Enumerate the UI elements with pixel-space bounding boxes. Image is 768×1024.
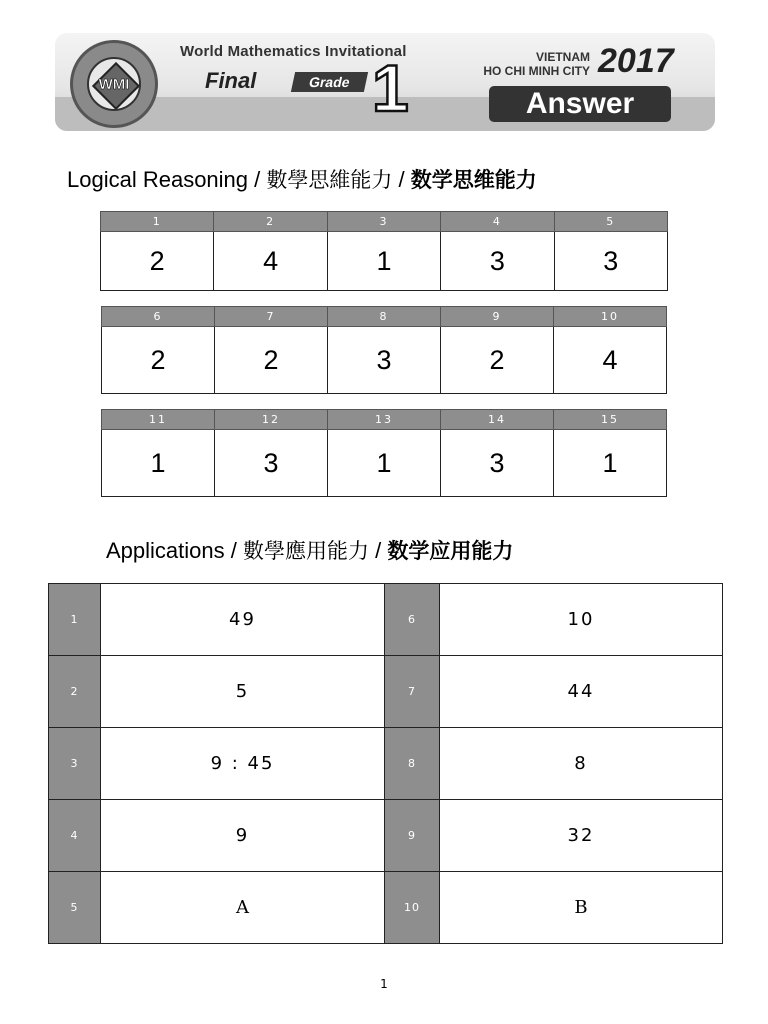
grade-number: 1 bbox=[372, 51, 409, 125]
app-title-trad: 數學應用能力 bbox=[243, 539, 369, 563]
question-number: 14 bbox=[441, 410, 554, 430]
answer-cell: 32 bbox=[440, 800, 723, 872]
answer-cell: 5 bbox=[101, 656, 385, 728]
question-number: 2 bbox=[214, 212, 327, 232]
applications-title: Applications / 數學應用能力 / 数学应用能力 bbox=[106, 538, 514, 563]
answer-cell: 1 bbox=[102, 430, 215, 497]
table-row bbox=[49, 800, 723, 872]
question-number: 13 bbox=[328, 410, 441, 430]
question-number: 9 bbox=[441, 307, 554, 327]
question-number: 4 bbox=[441, 212, 554, 232]
question-number: 5 bbox=[554, 212, 667, 232]
page-number: 1 bbox=[380, 977, 388, 991]
city: HO CHI MINH CITY bbox=[483, 64, 590, 78]
answer-cell: B bbox=[440, 872, 723, 944]
answer-cell: 1 bbox=[554, 430, 667, 497]
answer-cell: 10 bbox=[440, 584, 723, 656]
lr-title-trad: 數學思維能力 bbox=[266, 168, 393, 192]
question-number: 2 bbox=[49, 656, 101, 728]
table-row bbox=[49, 656, 723, 728]
question-number: 7 bbox=[215, 307, 328, 327]
question-number: 3 bbox=[49, 728, 101, 800]
lr-answer-table-3 bbox=[101, 409, 667, 497]
logical-reasoning-title: Logical Reasoning / 數學思維能力 / 数学思维能力 bbox=[67, 167, 537, 192]
table-row bbox=[49, 872, 723, 944]
answer-cell: 8 bbox=[440, 728, 723, 800]
table-row bbox=[49, 584, 723, 656]
question-number: 10 bbox=[385, 872, 440, 944]
answer-cell: 3 bbox=[328, 327, 441, 394]
answer-cell: 3 bbox=[554, 232, 667, 291]
wmi-logo bbox=[70, 40, 158, 128]
question-number: 8 bbox=[385, 728, 440, 800]
location bbox=[470, 50, 590, 78]
answer-cell: 9 bbox=[101, 800, 385, 872]
question-number: 6 bbox=[102, 307, 215, 327]
grade-label: Grade bbox=[291, 72, 368, 92]
question-number: 7 bbox=[385, 656, 440, 728]
logo-inner-circle bbox=[87, 57, 141, 111]
answer-cell: 49 bbox=[101, 584, 385, 656]
answer-cell: 2 bbox=[215, 327, 328, 394]
question-number: 10 bbox=[554, 307, 667, 327]
answer-cell: 1 bbox=[327, 232, 440, 291]
organization-title: World Mathematics Invitational bbox=[180, 43, 407, 60]
lr-answer-table-2 bbox=[101, 306, 667, 394]
question-number: 4 bbox=[49, 800, 101, 872]
lr-title-simp: 数学思维能力 bbox=[410, 168, 537, 192]
question-number: 8 bbox=[328, 307, 441, 327]
lr-title-en: Logical Reasoning bbox=[67, 167, 249, 192]
answer-cell: 4 bbox=[554, 327, 667, 394]
app-title-en: Applications bbox=[106, 538, 225, 563]
question-number: 5 bbox=[49, 872, 101, 944]
answer-cell: 44 bbox=[440, 656, 723, 728]
question-number: 9 bbox=[385, 800, 440, 872]
answer-cell: 4 bbox=[214, 232, 327, 291]
answer-cell: A bbox=[101, 872, 385, 944]
country: VIETNAM bbox=[536, 50, 590, 64]
answer-cell: 2 bbox=[441, 327, 554, 394]
question-number: 11 bbox=[102, 410, 215, 430]
answer-cell: 2 bbox=[101, 232, 214, 291]
answer-cell: 3 bbox=[441, 232, 554, 291]
question-number: 1 bbox=[49, 584, 101, 656]
round-label: Final bbox=[205, 68, 257, 93]
question-number: 15 bbox=[554, 410, 667, 430]
question-number: 3 bbox=[327, 212, 440, 232]
answer-cell: 3 bbox=[215, 430, 328, 497]
question-number: 1 bbox=[101, 212, 214, 232]
app-title-simp: 数学应用能力 bbox=[387, 539, 514, 563]
table-row bbox=[49, 728, 723, 800]
answer-cell: 9 : 45 bbox=[101, 728, 385, 800]
answer-cell: 1 bbox=[328, 430, 441, 497]
answer-cell: 2 bbox=[102, 327, 215, 394]
year: 2017 bbox=[598, 42, 674, 80]
answer-banner: Answer bbox=[489, 86, 671, 122]
logo-text: WMI bbox=[98, 76, 130, 93]
applications-answer-table bbox=[48, 583, 723, 944]
question-number: 6 bbox=[385, 584, 440, 656]
answer-cell: 3 bbox=[441, 430, 554, 497]
lr-answer-table-1 bbox=[100, 211, 668, 291]
question-number: 12 bbox=[215, 410, 328, 430]
